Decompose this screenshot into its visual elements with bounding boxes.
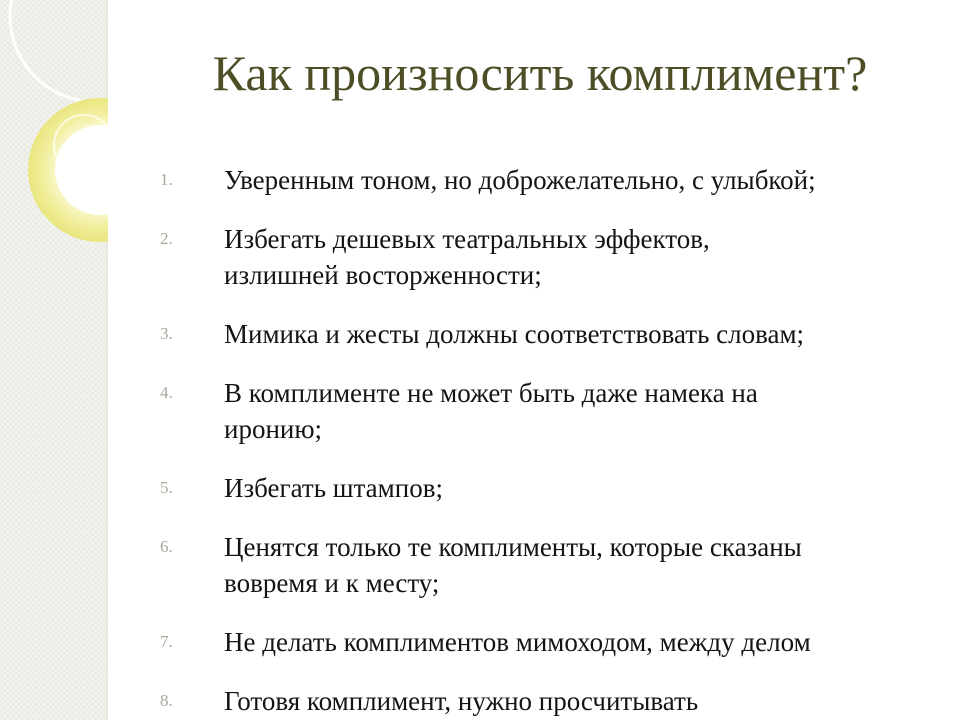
list-text	[224, 683, 940, 719]
list-number: 2.	[160, 229, 173, 248]
list-text-line: иронию;	[224, 414, 323, 444]
list-text	[224, 375, 940, 447]
list-text-line: Мимика и жесты должны соответствовать словам;	[224, 319, 805, 349]
list-text	[224, 529, 940, 601]
list-item	[160, 316, 940, 352]
decorative-circles	[0, 0, 108, 260]
list-text-line: Избегать штампов;	[224, 473, 443, 503]
list-item	[160, 683, 940, 719]
list-text-line: Готовя комплимент, нужно просчитывать	[224, 686, 699, 716]
list-text-line: вовремя и к месту;	[224, 568, 440, 598]
list-text-line: В комплименте не может быть даже намека на	[224, 378, 758, 408]
list-item	[160, 221, 940, 293]
list-text	[224, 624, 940, 660]
compliment-rules-list	[160, 162, 940, 720]
list-number: 4.	[160, 383, 173, 402]
list-text	[224, 316, 940, 352]
list-item	[160, 470, 940, 506]
list-text-line: Уверенным тоном, но доброжелательно, с улыбкой;	[224, 165, 816, 195]
list-text-line: Ценятся только те комплименты, которые сказаны	[224, 532, 802, 562]
list-number: 8.	[160, 691, 173, 710]
list-text	[224, 221, 940, 293]
list-item	[160, 162, 940, 198]
list-text-line: излишней восторженности;	[224, 260, 542, 290]
list-text-line: Избегать дешевых театральных эффектов,	[224, 224, 710, 254]
list-item	[160, 624, 940, 660]
slide-title: Как произносить комплимент?	[212, 45, 868, 101]
list-number: 6.	[160, 537, 173, 556]
outline-arc	[10, 0, 108, 102]
list-number: 3.	[160, 324, 173, 343]
list-item	[160, 375, 940, 447]
list-text	[224, 162, 940, 198]
list-text	[224, 470, 940, 506]
list-number: 1.	[160, 170, 173, 189]
list-text-line: Не делать комплиментов мимоходом, между делом	[224, 627, 811, 657]
list-number: 7.	[160, 632, 173, 651]
list-number: 5.	[160, 478, 173, 497]
list-item	[160, 529, 940, 601]
